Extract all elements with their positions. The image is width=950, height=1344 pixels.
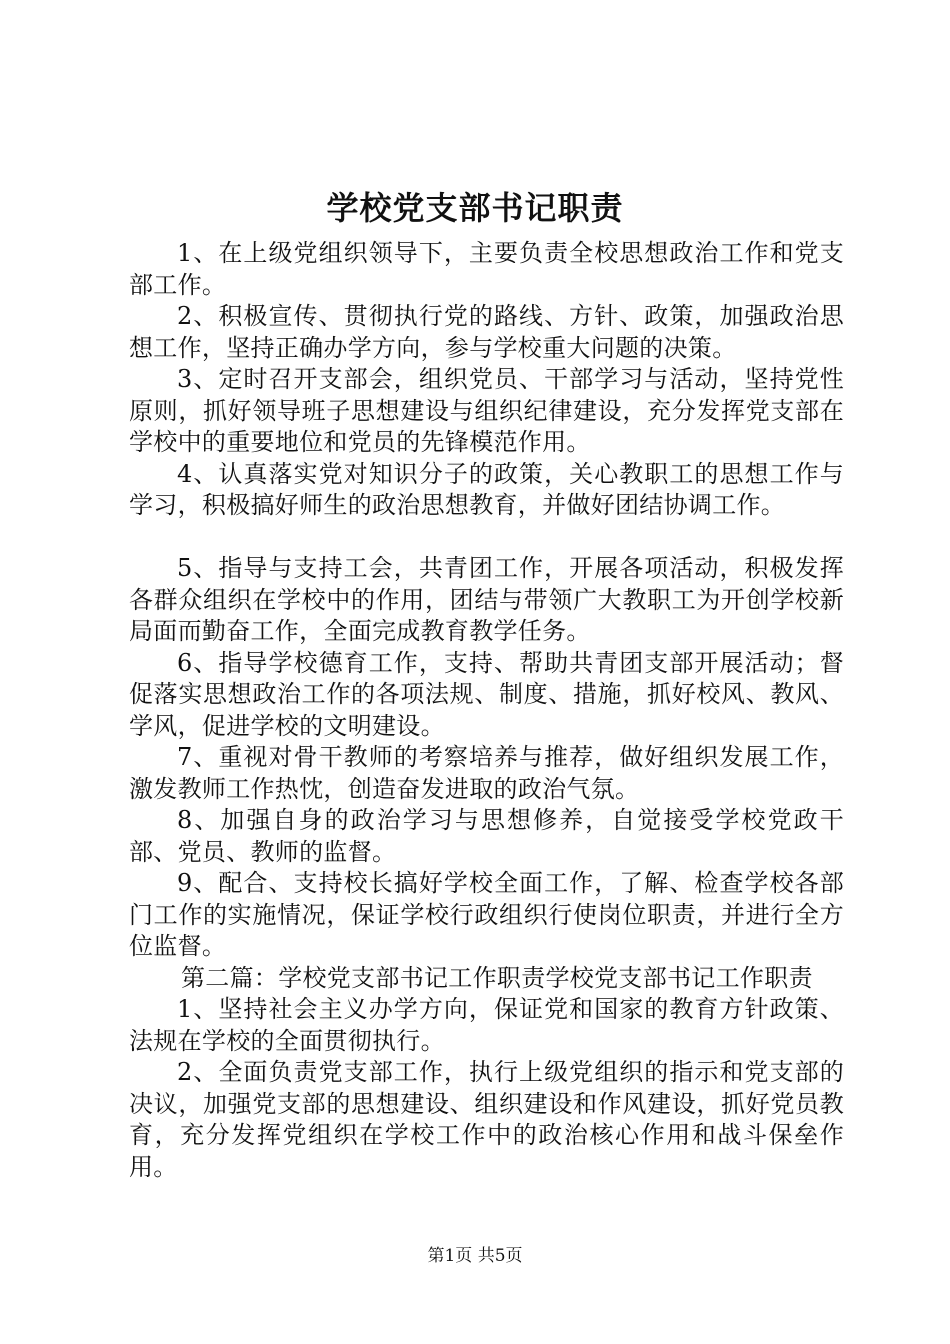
paragraph-6: 6、指导学校德育工作，支持、帮助共青团支部开展活动；督促落实思想政治工作的各项法规、制度、措施，抓好校风、教风、学风，促进学校的文明建设。	[129, 648, 844, 740]
paragraph-3: 3、定时召开支部会，组织党员、干部学习与活动，坚持党性原则，抓好领导班子思想建设与组织纪律建设，充分发挥党支部在学校中的重要地位和党员的先锋模范作用。	[129, 365, 844, 456]
section-paragraph-2: 2、全面负责党支部工作，执行上级党组织的指示和党支部的决议，加强党支部的思想建设、组织建设和作风建设，抓好党员教育，充分发挥党组织在学校工作中的政治核心作用和战斗保垒作用。	[129, 1058, 844, 1181]
paragraph-4: 4、认真落实党对知识分子的政策，关心教职工的思想工作与学习，积极搞好师生的政治思想教育，并做好团结协调工作。	[129, 459, 844, 519]
paragraph-2: 2、积极宣传、贯彻执行党的路线、方针、政策，加强政治思想工作，坚持正确办学方向，参与学校重大问题的决策。	[129, 302, 844, 362]
page-number: 第1页 共5页	[427, 1246, 523, 1266]
paragraph-5: 5、指导与支持工会，共青团工作，开展各项活动，积极发挥各群众组织在学校中的作用，团结与带领广大教职工为开创学校新局面而勤奋工作，全面完成教育教学任务。	[129, 554, 844, 645]
paragraph-8: 8、加强自身的政治学习与思想修养，自觉接受学校党政干部、党员、教师的监督。	[129, 806, 844, 866]
page-title: 学校党支部书记职责	[326, 189, 624, 227]
paragraph-9: 9、配合、支持校长搞好学校全面工作，了解、检查学校各部门工作的实施情况，保证学校行政组织行使岗位职责，并进行全方位监督。	[129, 869, 844, 960]
section-heading: 第二篇：学校党支部书记工作职责学校党支部书记工作职责	[181, 963, 813, 992]
paragraph-1: 1、在上级党组织领导下，主要负责全校思想政治工作和党支部工作。	[129, 239, 844, 299]
document-body	[129, 238, 844, 1183]
paragraph-7: 7、重视对骨干教师的考察培养与推荐，做好组织发展工作，激发教师工作热忱，创造奋发进取的政治气氛。	[129, 743, 844, 803]
section-paragraph-1: 1、坚持社会主义办学方向，保证党和国家的教育方针政策、法规在学校的全面贯彻执行。	[129, 995, 844, 1055]
